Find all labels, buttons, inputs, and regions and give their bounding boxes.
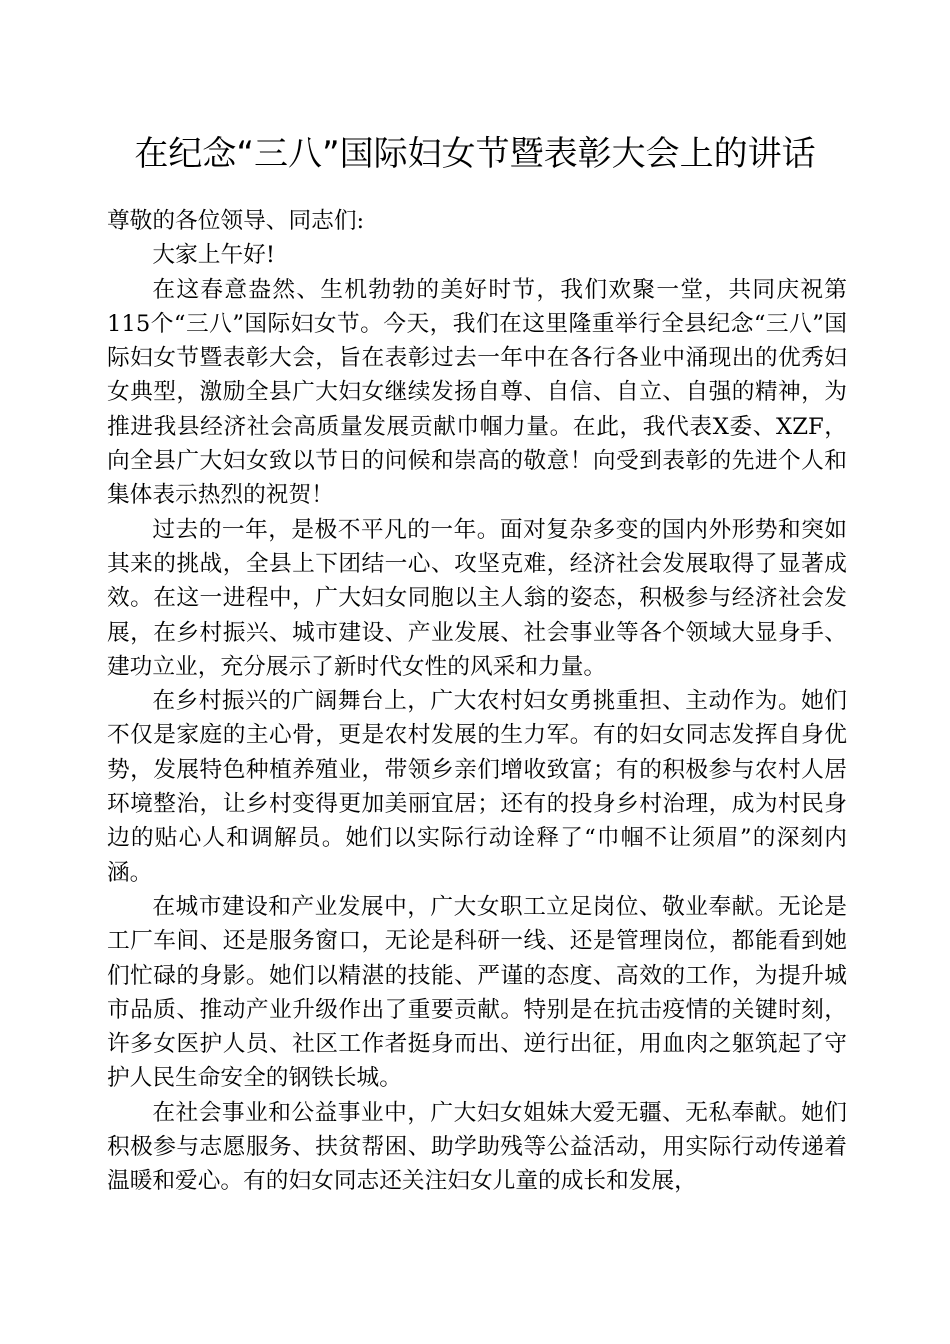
document-title: 在纪念“三八”国际妇女节暨表彰大会上的讲话	[134, 134, 816, 174]
paragraph-past-year: 过去的一年，是极不平凡的一年。面对复杂多变的国内外形势和突如其来的挑战，全县上下团结一心、攻坚克难，经济社会发展取得了显著成效。在这一进程中，广大妇女同胞以主人翁的姿态，积极参与经济社会发展，在乡村振兴、城市建设、产业发展、社会事业等各个领域大显身手、建功立业，充分展示了新时代女性的风采和力量。	[107, 516, 847, 680]
document-body	[107, 204, 847, 1199]
paragraph-opening: 在这春意盎然、生机勃勃的美好时节，我们欢聚一堂，共同庆祝第115个“三八”国际妇女节。今天，我们在这里隆重举行全县纪念“三八”国际妇女节暨表彰大会，旨在表彰过去一年中在各行各业中涌现出的优秀妇女典型，激励全县广大妇女继续发扬自尊、自信、自立、自强的精神，为推进我县经济社会高质量发展贡献巾帼力量。在此，我代表X委、XZF，向全县广大妇女致以节日的问候和崇高的敬意！向受到表彰的先进个人和集体表示热烈的祝贺！	[107, 276, 847, 509]
paragraph-rural-revitalization: 在乡村振兴的广阔舞台上，广大农村妇女勇挑重担、主动作为。她们不仅是家庭的主心骨，更是农村发展的生力军。有的妇女同志发挥自身优势，发展特色种植养殖业，带领乡亲们增收致富；有的积极参与农村人居环境整治，让乡村变得更加美丽宜居；还有的投身乡村治理，成为村民身边的贴心人和调解员。她们以实际行动诠释了“巾帼不让须眉”的深刻内涵。	[107, 688, 847, 886]
paragraph-greeting: 大家上午好!	[152, 242, 275, 269]
salutation: 尊敬的各位领导、同志们:	[107, 208, 365, 234]
paragraph-social-welfare: 在社会事业和公益事业中，广大妇女姐妹大爱无疆、无私奉献。她们积极参与志愿服务、扶贫帮困、助学助残等公益活动，用实际行动传递着温暖和爱心。有的妇女同志还关注妇女儿童的成长和发展，	[107, 1099, 847, 1195]
paragraph-urban-industry: 在城市建设和产业发展中，广大女职工立足岗位、敬业奉献。无论是工厂车间、还是服务窗口，无论是科研一线、还是管理岗位，都能看到她们忙碌的身影。她们以精湛的技能、严谨的态度、高效的工作，为提升城市品质、推动产业升级作出了重要贡献。特别是在抗击疫情的关键时刻，许多女医护人员、社区工作者挺身而出、逆行出征，用血肉之躯筑起了守护人民生命安全的钢铁长城。	[107, 893, 847, 1092]
